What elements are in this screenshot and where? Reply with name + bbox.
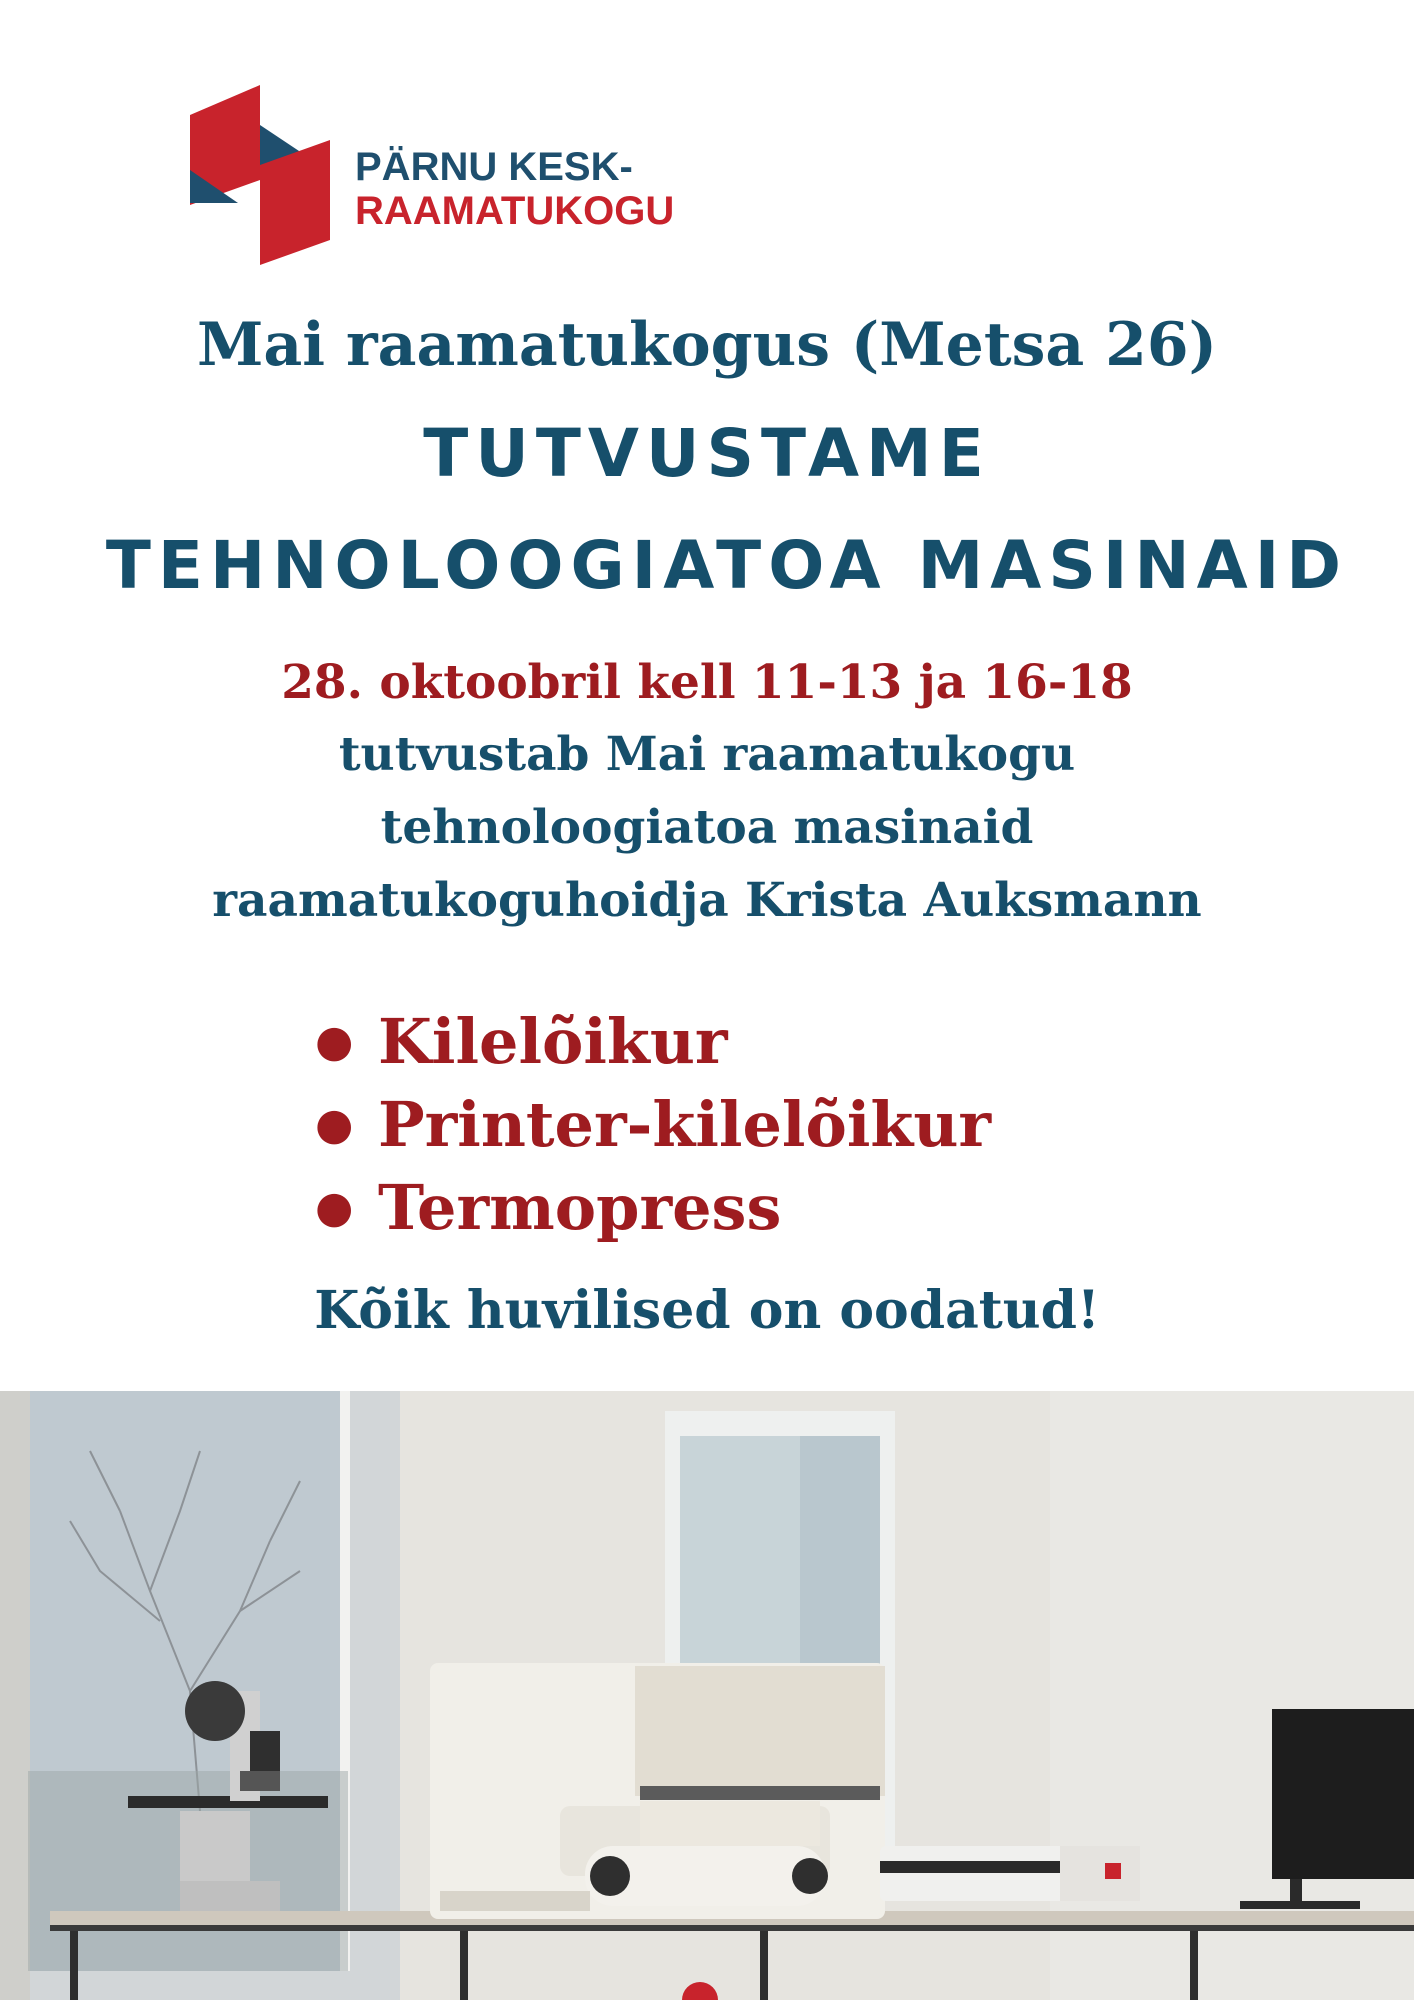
library-logo: [190, 85, 675, 265]
machine-name: Termopress: [378, 1171, 782, 1244]
headline-line-1: TUTVUSTAME: [423, 415, 991, 492]
info-line-2: tehnoloogiatoa masinaid: [380, 800, 1034, 855]
library-logo-icon: [190, 85, 350, 265]
list-item: [315, 1083, 991, 1166]
technology-room-photo: [0, 1391, 1414, 2000]
logo-wordmark: [355, 145, 674, 233]
closing-invitation: Kõik huvilised on oodatud!: [314, 1280, 1100, 1341]
location-subtitle: Mai raamatukogus (Metsa 26): [197, 310, 1217, 380]
bullet-icon: ●: [315, 1016, 354, 1067]
logo-line-1: PÄRNU KESK-: [355, 145, 633, 189]
info-line-3: raamatukoguhoidja Krista Auksmann: [212, 873, 1202, 928]
logo-line-2: RAAMATUKOGU: [355, 189, 675, 233]
list-item: [315, 1166, 991, 1249]
machine-list: [315, 1000, 991, 1249]
machines-photo-illustration: [0, 1391, 1414, 2000]
headline-line-2: TEHNOLOOGIATOA MASINAID: [105, 527, 1349, 604]
bullet-icon: ●: [315, 1099, 354, 1150]
info-line-1: tutvustab Mai raamatukogu: [338, 727, 1076, 782]
bullet-icon: ●: [315, 1182, 354, 1233]
list-item: [315, 1000, 991, 1083]
machine-name: Printer-kilelõikur: [378, 1088, 992, 1161]
machine-name: Kilelõikur: [378, 1005, 728, 1078]
event-date-time: 28. oktoobril kell 11-13 ja 16-18: [281, 655, 1133, 710]
